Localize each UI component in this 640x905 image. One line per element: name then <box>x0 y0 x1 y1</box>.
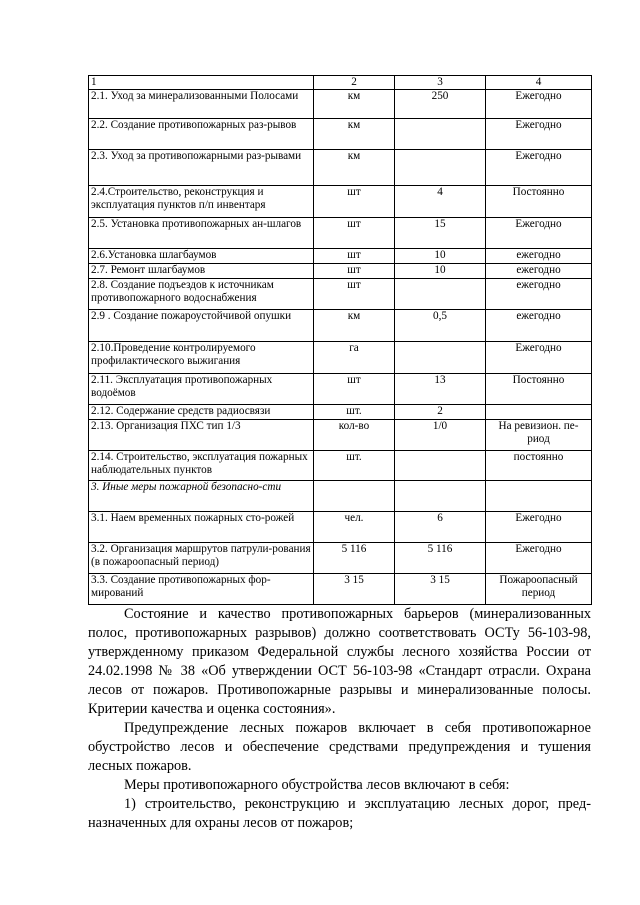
measure-name: 2.10.Проведение контролируемого профилактического выжигания <box>89 342 314 374</box>
unit: га <box>314 342 395 374</box>
period: ежегодно <box>486 310 592 342</box>
period: Ежегодно <box>486 119 592 150</box>
table-row <box>89 310 592 342</box>
period: Ежегодно <box>486 150 592 186</box>
unit: шт <box>314 249 395 264</box>
period: На ревизион. пе-риод <box>486 420 592 451</box>
measure-name: 2.8. Создание подъездов к источникам противопожарного водоснабжения <box>89 279 314 310</box>
table-row <box>89 574 592 605</box>
unit: чел. <box>314 512 395 543</box>
quantity: 13 <box>395 374 486 405</box>
unit: шт <box>314 218 395 249</box>
period: Постоянно <box>486 186 592 218</box>
quantity: 1/0 <box>395 420 486 451</box>
paragraph: 1) строительство, реконструкцию и эксплуатацию лесных дорог, пред-назначенных для охраны лесов от пожаров; <box>88 796 591 831</box>
quantity <box>395 481 486 512</box>
section-heading: 3. Иные меры пожарной безопасно-сти <box>89 481 314 512</box>
header-col-3: 3 <box>395 76 486 90</box>
measure-name: 3.1. Наем временных пожарных сто-рожей <box>89 512 314 543</box>
table-header-row <box>89 76 592 90</box>
period: Ежегодно <box>486 342 592 374</box>
header-col-2: 2 <box>314 76 395 90</box>
table-row <box>89 90 592 119</box>
unit: км <box>314 150 395 186</box>
quantity: 10 <box>395 249 486 264</box>
measure-name: 2.11. Эксплуатация противопожарных водоёмов <box>89 374 314 405</box>
measure-name: 2.6.Установка шлагбаумов <box>89 249 314 264</box>
unit: км <box>314 119 395 150</box>
quantity <box>395 119 486 150</box>
unit: шт <box>314 279 395 310</box>
period: ежегодно <box>486 264 592 279</box>
measure-name: 2.3. Уход за противопожарными раз-рывами <box>89 150 314 186</box>
table-row <box>89 451 592 481</box>
table-row <box>89 218 592 249</box>
fire-measures-table <box>88 75 592 605</box>
unit: 5 116 <box>314 543 395 574</box>
measure-name: 2.1. Уход за минерализованными Полосами <box>89 90 314 119</box>
body-text <box>88 605 591 833</box>
paragraph: Предупреждение лесных пожаров включает в себя противопожарное обустройство лесов и обеспечение средствами предупреждения и тушения лесных пожаров. <box>88 720 591 774</box>
paragraph: Состояние и качество противопожарных барьеров (минерализованных полос, противопожарных разрывов) должно соответствовать ОСТу 56-103-98, утвержденному приказом Федеральной службы лесного хозяйства России от 24.02.1998 № 38 «Об утверждении ОСТ 56-103-98 «Стандарт отрасли. Охрана лесов от пожаров. Противопожарные разрывы и минерализованные полосы. Критерии качества и оценка состояния». <box>88 606 591 717</box>
table-row <box>89 279 592 310</box>
period <box>486 481 592 512</box>
unit: км <box>314 310 395 342</box>
table-row <box>89 420 592 451</box>
period: Пожароопасный период <box>486 574 592 605</box>
unit: шт. <box>314 405 395 420</box>
table-row <box>89 543 592 574</box>
unit: шт <box>314 264 395 279</box>
measure-name: 2.14. Строительство, эксплуатация пожарных наблюдательных пунктов <box>89 451 314 481</box>
quantity: 3 15 <box>395 574 486 605</box>
unit: 3 15 <box>314 574 395 605</box>
measure-name: 2.4.Строительство, реконструкция и эксплуатация пунктов п/п инвентаря <box>89 186 314 218</box>
table-row <box>89 481 592 512</box>
measure-name: 2.7. Ремонт шлагбаумов <box>89 264 314 279</box>
quantity: 4 <box>395 186 486 218</box>
period: Постоянно <box>486 374 592 405</box>
measure-name: 3.3. Создание противопожарных фор-мирований <box>89 574 314 605</box>
quantity <box>395 451 486 481</box>
measure-name: 3.2. Организация маршрутов патрули-рования (в пожароопасный период) <box>89 543 314 574</box>
paragraph: Меры противопожарного обустройства лесов включают в себя: <box>124 777 510 793</box>
quantity: 250 <box>395 90 486 119</box>
measure-name: 2.2. Создание противопожарных раз-рывов <box>89 119 314 150</box>
period: Ежегодно <box>486 512 592 543</box>
unit: кол-во <box>314 420 395 451</box>
quantity: 0,5 <box>395 310 486 342</box>
table-row <box>89 119 592 150</box>
table-row <box>89 186 592 218</box>
table-row <box>89 374 592 405</box>
measure-name: 2.13. Организация ПХС тип 1/3 <box>89 420 314 451</box>
measure-name: 2.9 . Создание пожароустойчивой опушки <box>89 310 314 342</box>
measure-name: 2.12. Содержание средств радиосвязи <box>89 405 314 420</box>
unit: шт <box>314 186 395 218</box>
quantity <box>395 279 486 310</box>
unit: шт <box>314 374 395 405</box>
table-row <box>89 342 592 374</box>
period: Ежегодно <box>486 90 592 119</box>
measure-name: 2.5. Установка противопожарных ан-шлагов <box>89 218 314 249</box>
unit: шт. <box>314 451 395 481</box>
period: постоянно <box>486 451 592 481</box>
table-row <box>89 264 592 279</box>
table-row <box>89 249 592 264</box>
quantity: 6 <box>395 512 486 543</box>
quantity <box>395 150 486 186</box>
unit <box>314 481 395 512</box>
quantity: 10 <box>395 264 486 279</box>
quantity: 5 116 <box>395 543 486 574</box>
period: ежегодно <box>486 279 592 310</box>
period: Ежегодно <box>486 543 592 574</box>
period: ежегодно <box>486 249 592 264</box>
table-row <box>89 150 592 186</box>
header-col-1: 1 <box>89 76 314 90</box>
period: Ежегодно <box>486 218 592 249</box>
table-row <box>89 512 592 543</box>
quantity <box>395 342 486 374</box>
unit: км <box>314 90 395 119</box>
period <box>486 405 592 420</box>
quantity: 15 <box>395 218 486 249</box>
table-row <box>89 405 592 420</box>
header-col-4: 4 <box>486 76 592 90</box>
quantity: 2 <box>395 405 486 420</box>
